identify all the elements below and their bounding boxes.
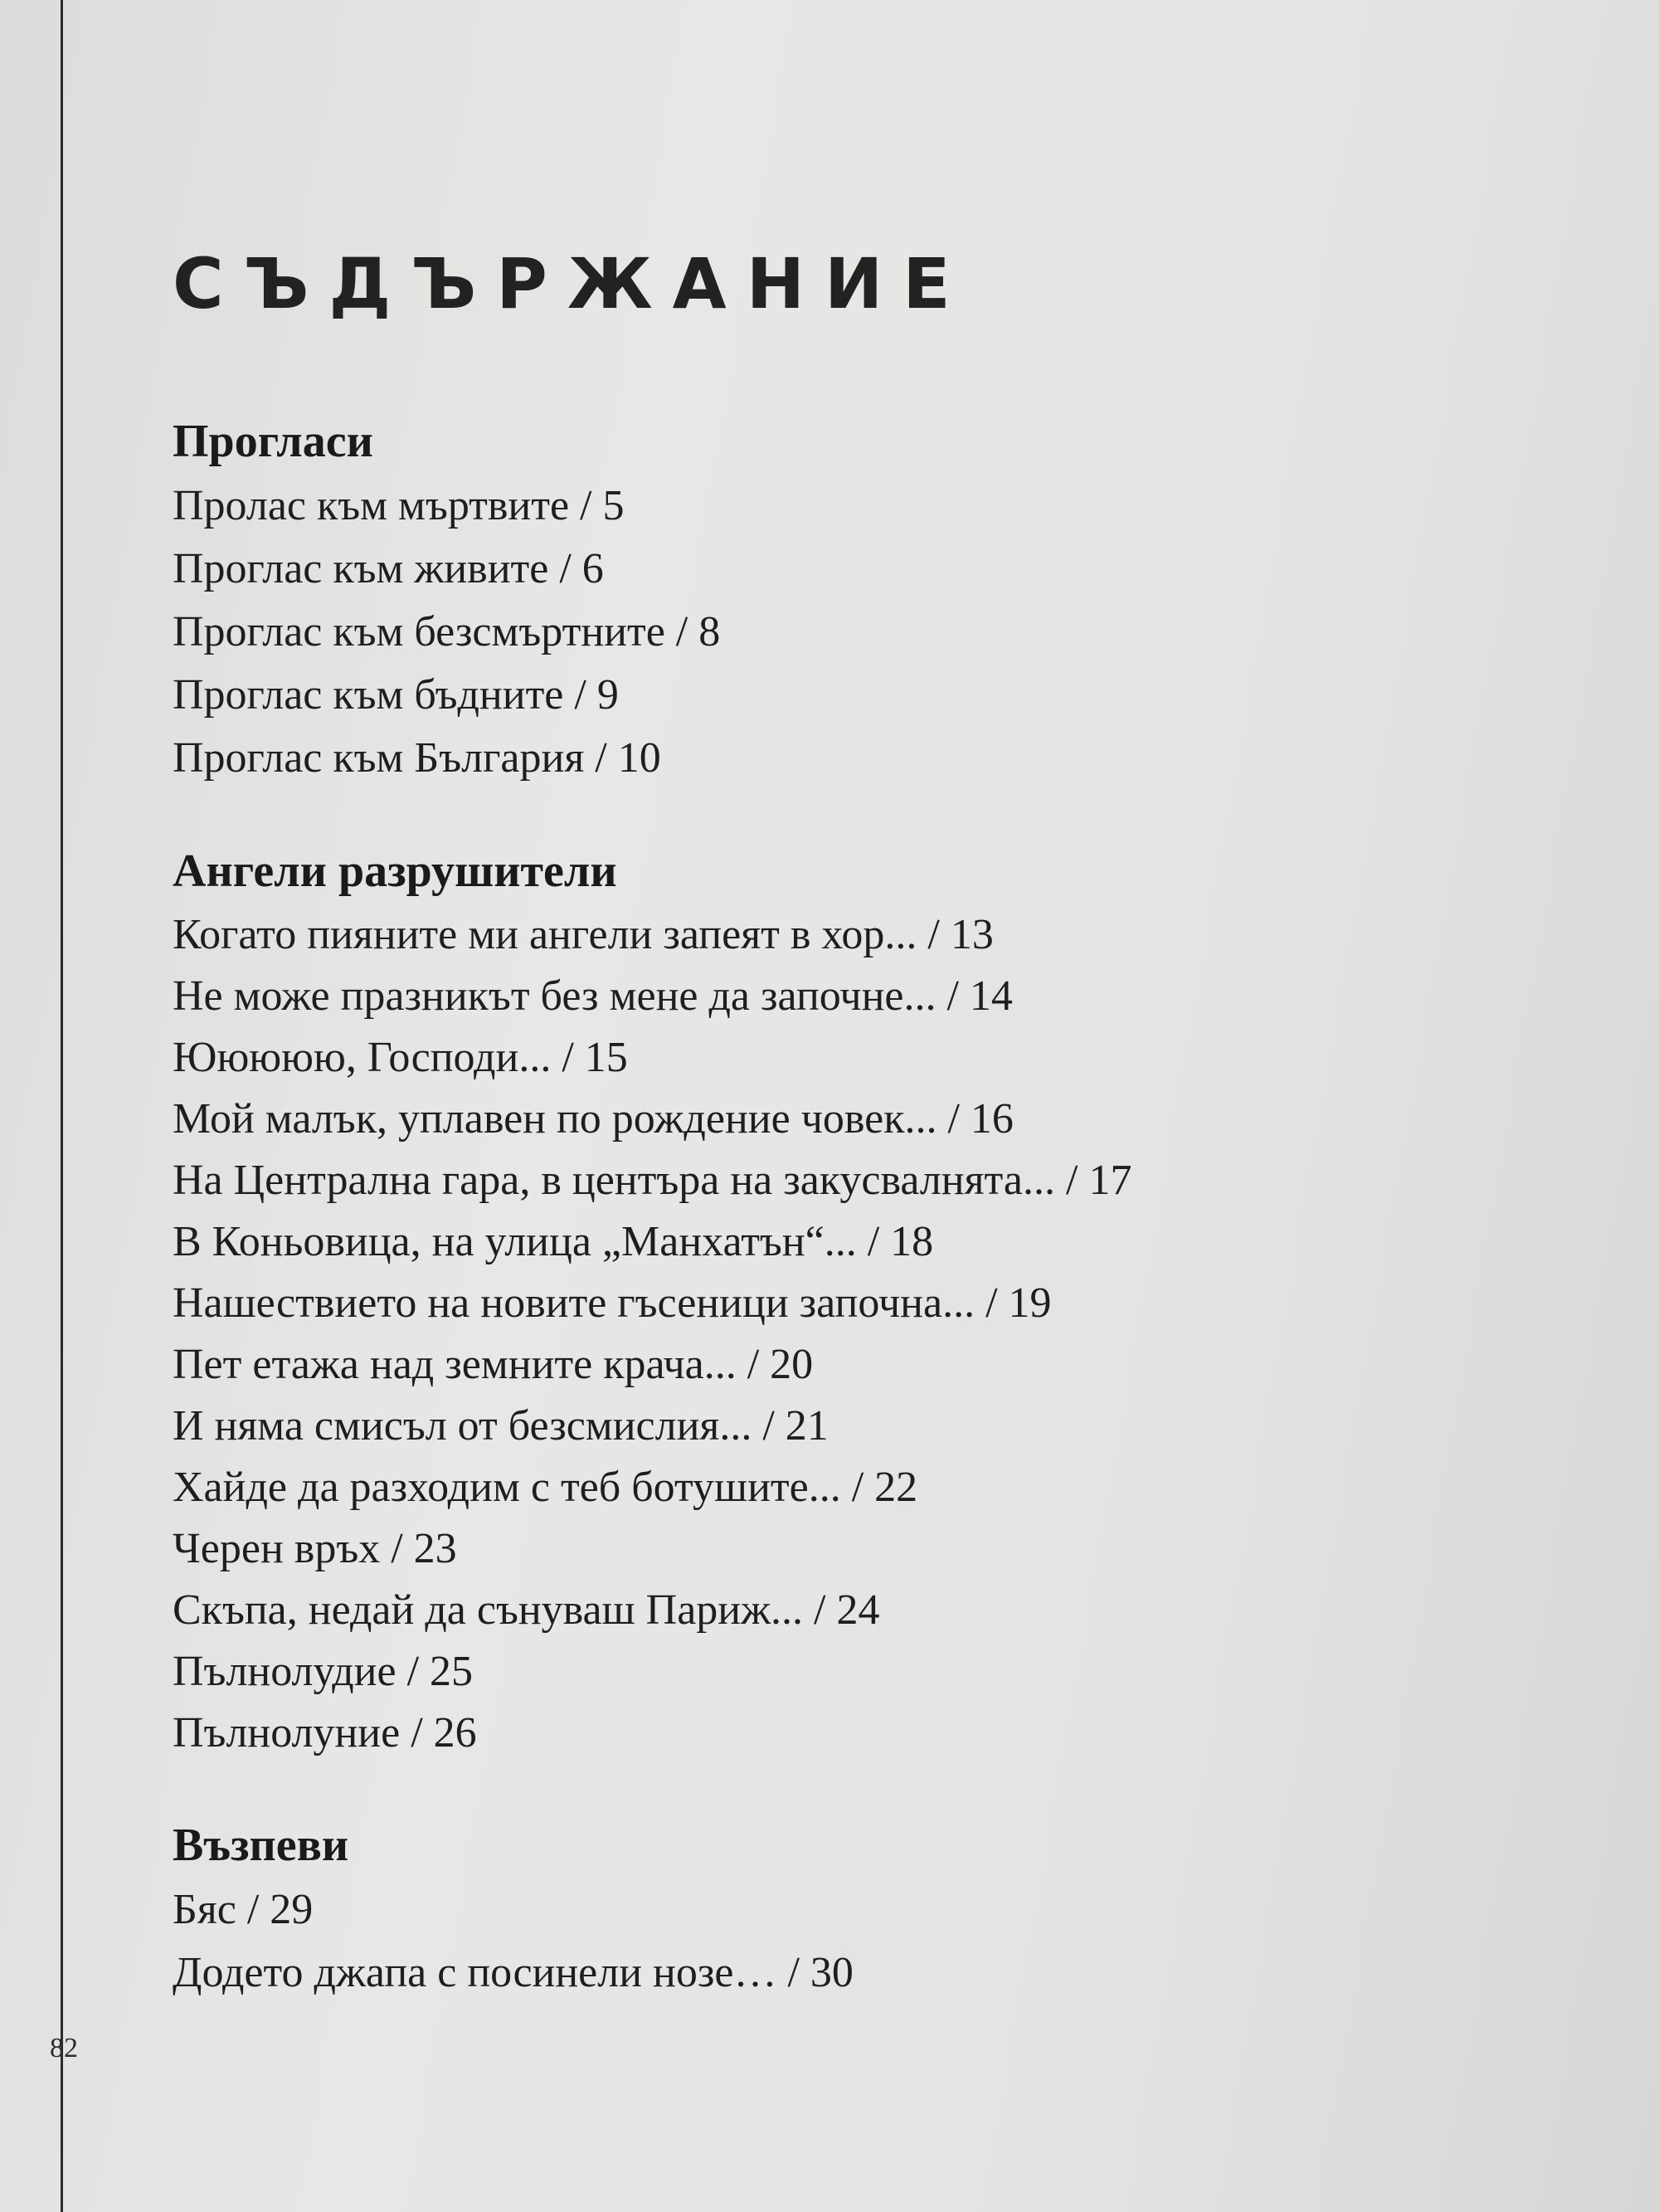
toc-entry: Когато пияните ми ангели запеят в хор... / 13 [173, 911, 994, 958]
toc-entry: В Коньовица, на улица „Манхатън“... / 18 [173, 1218, 934, 1265]
table-of-contents [173, 243, 1583, 2056]
toc-entry: Проглас към България / 10 [173, 734, 661, 782]
section-heading: Ангели разрушители [173, 845, 617, 897]
toc-entry: Пет етажа над земните крача... / 20 [173, 1341, 814, 1388]
margin-rule-line [61, 0, 63, 2212]
page-title: СЪДЪРЖАНИЕ [173, 243, 971, 324]
section-heading: Прогласи [173, 416, 373, 467]
toc-entry: Нашествието на новите гъсеници започна... / 19 [173, 1279, 1052, 1327]
toc-section-proglasi [173, 412, 1583, 790]
toc-entry: Пълнолуние / 26 [173, 1709, 477, 1756]
toc-entry: На Централна гара, в центъра на закусвалнята... / 17 [173, 1157, 1132, 1204]
section-heading: Възпеви [173, 1820, 349, 1871]
toc-entry: Хайде да разходим с теб ботушите... / 22 [173, 1464, 918, 1511]
entry-list [173, 1878, 1583, 2005]
entry-list [173, 904, 1583, 1764]
toc-section-vazpevi [173, 1815, 1583, 2005]
toc-entry: Мой малък, уплавен по рождение човек... / 16 [173, 1095, 1014, 1143]
toc-entry: Проглас към безсмъртните / 8 [173, 608, 721, 655]
toc-entry: Скъпа, недай да сънуваш Париж... / 24 [173, 1586, 880, 1634]
toc-entry: Не може празникът без мене да започне... / 14 [173, 972, 1013, 1020]
toc-entry: Проглас към живите / 6 [173, 545, 604, 592]
toc-entry: И няма смисъл от безсмислия... / 21 [173, 1402, 829, 1449]
entry-list [173, 475, 1583, 790]
toc-entry: Проглас към бъдните / 9 [173, 671, 619, 719]
toc-entry: Бяс / 29 [173, 1886, 314, 1933]
toc-entry: Ююююю, Господи... / 15 [173, 1034, 628, 1081]
toc-entry: Пълнолудие / 25 [173, 1648, 474, 1695]
page-number: 82 [50, 2033, 78, 2063]
toc-entry: Пролас към мъртвите / 5 [173, 482, 625, 529]
toc-entry: Додето джапа с посинели нозе… / 30 [173, 1949, 854, 1996]
toc-entry: Черен връх / 23 [173, 1525, 457, 1572]
toc-section-angeli-razrushiteli [173, 841, 1583, 1764]
